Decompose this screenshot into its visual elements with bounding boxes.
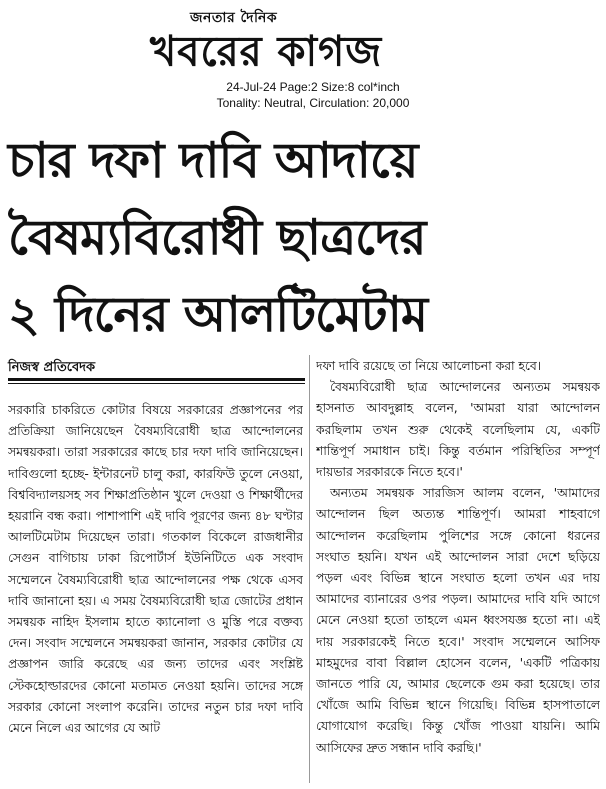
byline: নিজস্ব প্রতিবেদক [8, 360, 96, 375]
headline-line: ২ দিনের আলটিমেটাম [8, 286, 428, 343]
clipping-date-page-size: 24-Jul-24 Page:2 Size:8 col*inch [226, 80, 400, 94]
body-paragraph: বৈষম্যবিরোধী ছাত্র আন্দোলনের অন্যতম সমন্বয়ক হাসনাত আবদুল্লাহ বলেন, 'আমরা যারা আন্দোলন করছিলাম তখন শুরু থেকেই বলেছিলাম যে, একটি শান্তিপূর্ণ সমাধান চাই। কিন্তু বর্তমান পরিস্থিতির সম্পূর্ণ দায়ভার সরকারকে নিতে হবে।' [316, 380, 600, 480]
body-paragraph: অন্যতম সমন্বয়ক সারজিস আলম বলেন, 'আমাদের আন্দোলন ছিল অত্যন্ত শান্তিপূর্ণ। আমরা শাহবাগে আন্দোলন করেছিলাম পুলিশের সঙ্গে কোনো ধরনের সংঘাত হয়নি। যখন এই আন্দোলন সারা দেশে ছড়িয়ে পড়ল এবং বিভিন্ন স্থানে সংঘাত হলো তখন এর দায় আমাদের ব্যানারের ওপর পড়ল। আমাদের দাবি যদি আগে মেনে নেওয়া হতো তাহলে এমন ধ্বংসযজ্ঞ হতো না। এই দায় সরকারকেই নিতে হবে।' সংবাদ সম্মেলনে আসিফ মাহমুদের বাবা বিল্লাল হোসেন বলেন, 'একটি পত্রিকায় জানতে পারি যে, আমার ছেলেকে গুম করা হয়েছে। তার খোঁজে আমি বিভিন্ন স্থানে গিয়েছি। বিভিন্ন হাসপাতালে যোগাযোগ করেছি। কিন্তু খোঁজ পাওয়া যায়নি। আমি আসিফের দ্রুত সন্ধান দাবি করছি।' [316, 486, 600, 755]
headline-line: চার দফা দাবি আদায়ে [8, 132, 418, 189]
body-paragraph: দফা দাবি রয়েছে তা নিয়ে আলোচনা করা হবে। [316, 359, 542, 373]
byline-divider-thin [8, 383, 305, 384]
column-divider [309, 355, 310, 783]
masthead [0, 0, 606, 118]
article-headline [8, 122, 600, 353]
newspaper-logo: খবরের কাগজ [150, 26, 383, 77]
clipping-tonality-circulation: Tonality: Neutral, Circulation: 20,000 [216, 96, 410, 110]
masthead-tagline: জনতার দৈনিক [190, 10, 278, 26]
headline-line: বৈষম্যবিরোধী ছাত্রদের [8, 209, 426, 266]
body-paragraph: সরকারি চাকরিতে কোটার বিষয়ে সরকারের প্রজ্ঞাপনের পর প্রতিক্রিয়া জানিয়েছেন বৈষম্যবিরোধী ছাত্র আন্দোলনের সমন্বয়করা। তারা সরকারের কাছে চার দফা দাবি জানিয়েছেন। দাবিগুলো হচ্ছে- ইন্টারনেট চালু করা, কারফিউ তুলে নেওয়া, বিশ্ববিদ্যালয়সহ সব শিক্ষাপ্রতিষ্ঠান খুলে দেওয়া ও শিক্ষার্থীদের হয়রানি বন্ধ করা। পাশাপাশি এই দাবি পূরণের জন্য ৪৮ ঘণ্টার আলটিমেটাম দিয়েছেন তারা। গতকাল বিকেলে রাজধানীর সেগুন বাগিচায় ঢাকা রিপোর্টার্স ইউনিটিতে এক সংবাদ সম্মেলনে বৈষম্যবিরোধী ছাত্র আন্দোলনের পক্ষ থেকে এসব দাবি জানানো হয়। এ সময় বৈষম্যবিরোধী ছাত্র জোটের প্রধান সমন্বয়ক নাহিদ ইসলাম হাতে ক্যানোলা ও মুস্তি পরে বক্তব্য দেন। সংবাদ সম্মেলনে সমন্বয়করা জানান, সরকার কোটার যে প্রজ্ঞাপন জারি করেছে এর জন্য তাদের এবং সংশ্লিষ্ট স্টেকহোল্ডারদের কোনো মতামত নেওয়া হয়নি। তাদের সঙ্গে সরকার কোনো সংলাপ করেনি। তাদের নতুন চার দফা দাবি মেনে নিলে এর আগের যে আট [8, 403, 303, 736]
article-body-left-column [8, 400, 303, 785]
byline-divider [8, 378, 305, 381]
article-body-right-column [316, 356, 600, 786]
